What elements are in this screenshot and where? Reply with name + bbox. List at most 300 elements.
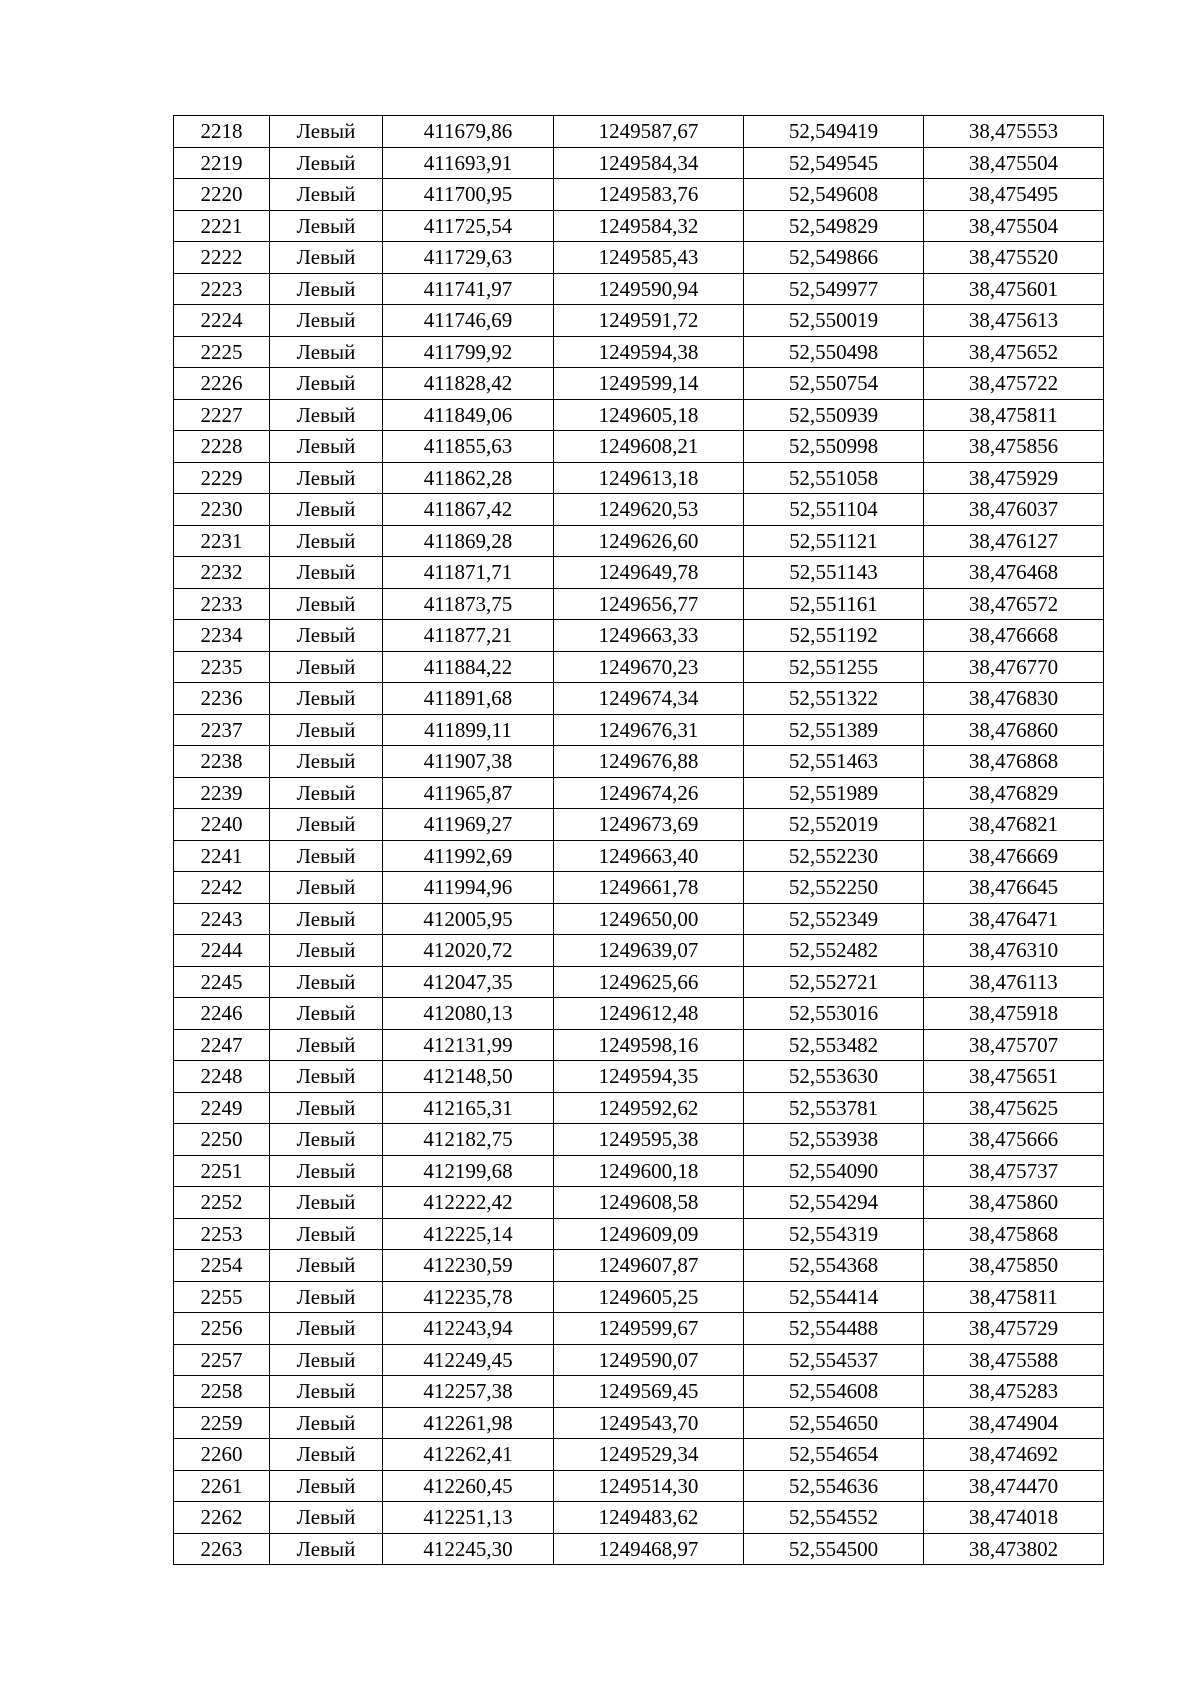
x-coordinate-cell: 411693,91 bbox=[383, 147, 554, 179]
longitude-cell: 38,476669 bbox=[924, 840, 1104, 872]
side-cell: Левый bbox=[270, 872, 383, 904]
point-number-cell: 2251 bbox=[174, 1155, 270, 1187]
side-cell: Левый bbox=[270, 1376, 383, 1408]
x-coordinate-cell: 412262,41 bbox=[383, 1439, 554, 1471]
latitude-cell: 52,551322 bbox=[744, 683, 924, 715]
latitude-cell: 52,550754 bbox=[744, 368, 924, 400]
latitude-cell: 52,553781 bbox=[744, 1092, 924, 1124]
x-coordinate-cell: 411679,86 bbox=[383, 116, 554, 148]
y-coordinate-cell: 1249529,34 bbox=[554, 1439, 744, 1471]
table-row bbox=[174, 1533, 1104, 1565]
latitude-cell: 52,552230 bbox=[744, 840, 924, 872]
side-cell: Левый bbox=[270, 494, 383, 526]
y-coordinate-cell: 1249639,07 bbox=[554, 935, 744, 967]
y-coordinate-cell: 1249590,07 bbox=[554, 1344, 744, 1376]
table-row bbox=[174, 1092, 1104, 1124]
longitude-cell: 38,476860 bbox=[924, 714, 1104, 746]
side-cell: Левый bbox=[270, 179, 383, 211]
table-row bbox=[174, 903, 1104, 935]
longitude-cell: 38,474692 bbox=[924, 1439, 1104, 1471]
point-number-cell: 2260 bbox=[174, 1439, 270, 1471]
y-coordinate-cell: 1249468,97 bbox=[554, 1533, 744, 1565]
latitude-cell: 52,551255 bbox=[744, 651, 924, 683]
table-row bbox=[174, 1344, 1104, 1376]
side-cell: Левый bbox=[270, 1533, 383, 1565]
table-row bbox=[174, 966, 1104, 998]
point-number-cell: 2261 bbox=[174, 1470, 270, 1502]
table-row bbox=[174, 1281, 1104, 1313]
table-row bbox=[174, 1218, 1104, 1250]
longitude-cell: 38,476668 bbox=[924, 620, 1104, 652]
y-coordinate-cell: 1249676,88 bbox=[554, 746, 744, 778]
side-cell: Левый bbox=[270, 1061, 383, 1093]
point-number-cell: 2250 bbox=[174, 1124, 270, 1156]
point-number-cell: 2240 bbox=[174, 809, 270, 841]
x-coordinate-cell: 411867,42 bbox=[383, 494, 554, 526]
point-number-cell: 2259 bbox=[174, 1407, 270, 1439]
y-coordinate-cell: 1249591,72 bbox=[554, 305, 744, 337]
y-coordinate-cell: 1249612,48 bbox=[554, 998, 744, 1030]
y-coordinate-cell: 1249674,34 bbox=[554, 683, 744, 715]
latitude-cell: 52,549977 bbox=[744, 273, 924, 305]
side-cell: Левый bbox=[270, 809, 383, 841]
x-coordinate-cell: 412182,75 bbox=[383, 1124, 554, 1156]
longitude-cell: 38,475929 bbox=[924, 462, 1104, 494]
point-number-cell: 2218 bbox=[174, 116, 270, 148]
table-row bbox=[174, 273, 1104, 305]
x-coordinate-cell: 412222,42 bbox=[383, 1187, 554, 1219]
point-number-cell: 2234 bbox=[174, 620, 270, 652]
x-coordinate-cell: 411729,63 bbox=[383, 242, 554, 274]
point-number-cell: 2227 bbox=[174, 399, 270, 431]
point-number-cell: 2237 bbox=[174, 714, 270, 746]
y-coordinate-cell: 1249605,18 bbox=[554, 399, 744, 431]
y-coordinate-cell: 1249625,66 bbox=[554, 966, 744, 998]
x-coordinate-cell: 411871,71 bbox=[383, 557, 554, 589]
point-number-cell: 2226 bbox=[174, 368, 270, 400]
table-row bbox=[174, 809, 1104, 841]
point-number-cell: 2223 bbox=[174, 273, 270, 305]
x-coordinate-cell: 412199,68 bbox=[383, 1155, 554, 1187]
point-number-cell: 2257 bbox=[174, 1344, 270, 1376]
coordinates-table bbox=[173, 115, 1104, 1565]
table-row bbox=[174, 872, 1104, 904]
side-cell: Левый bbox=[270, 935, 383, 967]
point-number-cell: 2243 bbox=[174, 903, 270, 935]
longitude-cell: 38,476770 bbox=[924, 651, 1104, 683]
longitude-cell: 38,476830 bbox=[924, 683, 1104, 715]
latitude-cell: 52,552019 bbox=[744, 809, 924, 841]
table-row bbox=[174, 557, 1104, 589]
coordinates-table-body bbox=[174, 116, 1104, 1565]
longitude-cell: 38,476868 bbox=[924, 746, 1104, 778]
table-row bbox=[174, 336, 1104, 368]
latitude-cell: 52,550019 bbox=[744, 305, 924, 337]
x-coordinate-cell: 412165,31 bbox=[383, 1092, 554, 1124]
table-row bbox=[174, 1124, 1104, 1156]
point-number-cell: 2239 bbox=[174, 777, 270, 809]
longitude-cell: 38,476113 bbox=[924, 966, 1104, 998]
x-coordinate-cell: 411869,28 bbox=[383, 525, 554, 557]
longitude-cell: 38,475666 bbox=[924, 1124, 1104, 1156]
side-cell: Левый bbox=[270, 431, 383, 463]
point-number-cell: 2231 bbox=[174, 525, 270, 557]
point-number-cell: 2230 bbox=[174, 494, 270, 526]
side-cell: Левый bbox=[270, 147, 383, 179]
side-cell: Левый bbox=[270, 651, 383, 683]
x-coordinate-cell: 412005,95 bbox=[383, 903, 554, 935]
x-coordinate-cell: 411877,21 bbox=[383, 620, 554, 652]
latitude-cell: 52,549608 bbox=[744, 179, 924, 211]
x-coordinate-cell: 411994,96 bbox=[383, 872, 554, 904]
y-coordinate-cell: 1249663,40 bbox=[554, 840, 744, 872]
latitude-cell: 52,552482 bbox=[744, 935, 924, 967]
point-number-cell: 2262 bbox=[174, 1502, 270, 1534]
latitude-cell: 52,549829 bbox=[744, 210, 924, 242]
y-coordinate-cell: 1249608,58 bbox=[554, 1187, 744, 1219]
side-cell: Левый bbox=[270, 1029, 383, 1061]
latitude-cell: 52,554090 bbox=[744, 1155, 924, 1187]
longitude-cell: 38,476310 bbox=[924, 935, 1104, 967]
longitude-cell: 38,475613 bbox=[924, 305, 1104, 337]
table-row bbox=[174, 1376, 1104, 1408]
point-number-cell: 2225 bbox=[174, 336, 270, 368]
y-coordinate-cell: 1249673,69 bbox=[554, 809, 744, 841]
side-cell: Левый bbox=[270, 1124, 383, 1156]
point-number-cell: 2224 bbox=[174, 305, 270, 337]
table-row bbox=[174, 683, 1104, 715]
side-cell: Левый bbox=[270, 1344, 383, 1376]
longitude-cell: 38,475652 bbox=[924, 336, 1104, 368]
side-cell: Левый bbox=[270, 462, 383, 494]
table-row bbox=[174, 305, 1104, 337]
latitude-cell: 52,549866 bbox=[744, 242, 924, 274]
longitude-cell: 38,475520 bbox=[924, 242, 1104, 274]
table-row bbox=[174, 746, 1104, 778]
table-row bbox=[174, 777, 1104, 809]
latitude-cell: 52,553630 bbox=[744, 1061, 924, 1093]
y-coordinate-cell: 1249594,35 bbox=[554, 1061, 744, 1093]
point-number-cell: 2252 bbox=[174, 1187, 270, 1219]
y-coordinate-cell: 1249613,18 bbox=[554, 462, 744, 494]
x-coordinate-cell: 412225,14 bbox=[383, 1218, 554, 1250]
point-number-cell: 2222 bbox=[174, 242, 270, 274]
point-number-cell: 2220 bbox=[174, 179, 270, 211]
y-coordinate-cell: 1249514,30 bbox=[554, 1470, 744, 1502]
side-cell: Левый bbox=[270, 336, 383, 368]
longitude-cell: 38,476645 bbox=[924, 872, 1104, 904]
y-coordinate-cell: 1249587,67 bbox=[554, 116, 744, 148]
point-number-cell: 2255 bbox=[174, 1281, 270, 1313]
x-coordinate-cell: 412235,78 bbox=[383, 1281, 554, 1313]
side-cell: Левый bbox=[270, 1313, 383, 1345]
side-cell: Левый bbox=[270, 1502, 383, 1534]
x-coordinate-cell: 411969,27 bbox=[383, 809, 554, 841]
latitude-cell: 52,551121 bbox=[744, 525, 924, 557]
point-number-cell: 2236 bbox=[174, 683, 270, 715]
table-row bbox=[174, 588, 1104, 620]
table-row bbox=[174, 714, 1104, 746]
latitude-cell: 52,554500 bbox=[744, 1533, 924, 1565]
point-number-cell: 2253 bbox=[174, 1218, 270, 1250]
point-number-cell: 2245 bbox=[174, 966, 270, 998]
table-row bbox=[174, 935, 1104, 967]
x-coordinate-cell: 411741,97 bbox=[383, 273, 554, 305]
longitude-cell: 38,474904 bbox=[924, 1407, 1104, 1439]
table-row bbox=[174, 1313, 1104, 1345]
point-number-cell: 2263 bbox=[174, 1533, 270, 1565]
side-cell: Левый bbox=[270, 273, 383, 305]
y-coordinate-cell: 1249661,78 bbox=[554, 872, 744, 904]
longitude-cell: 38,476468 bbox=[924, 557, 1104, 589]
y-coordinate-cell: 1249609,09 bbox=[554, 1218, 744, 1250]
point-number-cell: 2249 bbox=[174, 1092, 270, 1124]
x-coordinate-cell: 411992,69 bbox=[383, 840, 554, 872]
latitude-cell: 52,552250 bbox=[744, 872, 924, 904]
side-cell: Левый bbox=[270, 903, 383, 935]
x-coordinate-cell: 411907,38 bbox=[383, 746, 554, 778]
longitude-cell: 38,476471 bbox=[924, 903, 1104, 935]
longitude-cell: 38,475811 bbox=[924, 1281, 1104, 1313]
latitude-cell: 52,554488 bbox=[744, 1313, 924, 1345]
point-number-cell: 2258 bbox=[174, 1376, 270, 1408]
y-coordinate-cell: 1249663,33 bbox=[554, 620, 744, 652]
x-coordinate-cell: 411725,54 bbox=[383, 210, 554, 242]
longitude-cell: 38,475625 bbox=[924, 1092, 1104, 1124]
x-coordinate-cell: 411884,22 bbox=[383, 651, 554, 683]
point-number-cell: 2235 bbox=[174, 651, 270, 683]
y-coordinate-cell: 1249605,25 bbox=[554, 1281, 744, 1313]
point-number-cell: 2256 bbox=[174, 1313, 270, 1345]
longitude-cell: 38,475651 bbox=[924, 1061, 1104, 1093]
latitude-cell: 52,551389 bbox=[744, 714, 924, 746]
side-cell: Левый bbox=[270, 116, 383, 148]
x-coordinate-cell: 412080,13 bbox=[383, 998, 554, 1030]
longitude-cell: 38,474470 bbox=[924, 1470, 1104, 1502]
y-coordinate-cell: 1249626,60 bbox=[554, 525, 744, 557]
table-row bbox=[174, 242, 1104, 274]
longitude-cell: 38,475868 bbox=[924, 1218, 1104, 1250]
table-row bbox=[174, 620, 1104, 652]
side-cell: Левый bbox=[270, 242, 383, 274]
latitude-cell: 52,553482 bbox=[744, 1029, 924, 1061]
latitude-cell: 52,554650 bbox=[744, 1407, 924, 1439]
y-coordinate-cell: 1249656,77 bbox=[554, 588, 744, 620]
y-coordinate-cell: 1249599,67 bbox=[554, 1313, 744, 1345]
point-number-cell: 2254 bbox=[174, 1250, 270, 1282]
y-coordinate-cell: 1249592,62 bbox=[554, 1092, 744, 1124]
side-cell: Левый bbox=[270, 1155, 383, 1187]
longitude-cell: 38,475707 bbox=[924, 1029, 1104, 1061]
longitude-cell: 38,476127 bbox=[924, 525, 1104, 557]
longitude-cell: 38,475856 bbox=[924, 431, 1104, 463]
x-coordinate-cell: 411965,87 bbox=[383, 777, 554, 809]
longitude-cell: 38,475737 bbox=[924, 1155, 1104, 1187]
longitude-cell: 38,476572 bbox=[924, 588, 1104, 620]
x-coordinate-cell: 411873,75 bbox=[383, 588, 554, 620]
latitude-cell: 52,550939 bbox=[744, 399, 924, 431]
latitude-cell: 52,552721 bbox=[744, 966, 924, 998]
table-row bbox=[174, 651, 1104, 683]
table-row bbox=[174, 525, 1104, 557]
latitude-cell: 52,550498 bbox=[744, 336, 924, 368]
latitude-cell: 52,554319 bbox=[744, 1218, 924, 1250]
side-cell: Левый bbox=[270, 683, 383, 715]
y-coordinate-cell: 1249676,31 bbox=[554, 714, 744, 746]
y-coordinate-cell: 1249600,18 bbox=[554, 1155, 744, 1187]
y-coordinate-cell: 1249584,32 bbox=[554, 210, 744, 242]
side-cell: Левый bbox=[270, 525, 383, 557]
latitude-cell: 52,551058 bbox=[744, 462, 924, 494]
table-row bbox=[174, 147, 1104, 179]
y-coordinate-cell: 1249543,70 bbox=[554, 1407, 744, 1439]
table-row bbox=[174, 1155, 1104, 1187]
longitude-cell: 38,473802 bbox=[924, 1533, 1104, 1565]
point-number-cell: 2247 bbox=[174, 1029, 270, 1061]
y-coordinate-cell: 1249670,23 bbox=[554, 651, 744, 683]
side-cell: Левый bbox=[270, 399, 383, 431]
longitude-cell: 38,475811 bbox=[924, 399, 1104, 431]
x-coordinate-cell: 412261,98 bbox=[383, 1407, 554, 1439]
table-row bbox=[174, 1502, 1104, 1534]
x-coordinate-cell: 412249,45 bbox=[383, 1344, 554, 1376]
latitude-cell: 52,554552 bbox=[744, 1502, 924, 1534]
y-coordinate-cell: 1249584,34 bbox=[554, 147, 744, 179]
x-coordinate-cell: 412131,99 bbox=[383, 1029, 554, 1061]
longitude-cell: 38,475283 bbox=[924, 1376, 1104, 1408]
latitude-cell: 52,551161 bbox=[744, 588, 924, 620]
table-row bbox=[174, 1407, 1104, 1439]
point-number-cell: 2221 bbox=[174, 210, 270, 242]
y-coordinate-cell: 1249674,26 bbox=[554, 777, 744, 809]
table-row bbox=[174, 998, 1104, 1030]
longitude-cell: 38,475850 bbox=[924, 1250, 1104, 1282]
table-row bbox=[174, 1061, 1104, 1093]
point-number-cell: 2219 bbox=[174, 147, 270, 179]
side-cell: Левый bbox=[270, 1470, 383, 1502]
side-cell: Левый bbox=[270, 1218, 383, 1250]
longitude-cell: 38,476829 bbox=[924, 777, 1104, 809]
point-number-cell: 2232 bbox=[174, 557, 270, 589]
y-coordinate-cell: 1249590,94 bbox=[554, 273, 744, 305]
side-cell: Левый bbox=[270, 368, 383, 400]
side-cell: Левый bbox=[270, 966, 383, 998]
x-coordinate-cell: 412230,59 bbox=[383, 1250, 554, 1282]
y-coordinate-cell: 1249595,38 bbox=[554, 1124, 744, 1156]
y-coordinate-cell: 1249583,76 bbox=[554, 179, 744, 211]
y-coordinate-cell: 1249594,38 bbox=[554, 336, 744, 368]
side-cell: Левый bbox=[270, 305, 383, 337]
latitude-cell: 52,551104 bbox=[744, 494, 924, 526]
side-cell: Левый bbox=[270, 840, 383, 872]
side-cell: Левый bbox=[270, 1439, 383, 1471]
y-coordinate-cell: 1249599,14 bbox=[554, 368, 744, 400]
y-coordinate-cell: 1249620,53 bbox=[554, 494, 744, 526]
longitude-cell: 38,475860 bbox=[924, 1187, 1104, 1219]
longitude-cell: 38,475553 bbox=[924, 116, 1104, 148]
table-row bbox=[174, 431, 1104, 463]
y-coordinate-cell: 1249650,00 bbox=[554, 903, 744, 935]
x-coordinate-cell: 412148,50 bbox=[383, 1061, 554, 1093]
latitude-cell: 52,553938 bbox=[744, 1124, 924, 1156]
longitude-cell: 38,475504 bbox=[924, 147, 1104, 179]
side-cell: Левый bbox=[270, 588, 383, 620]
x-coordinate-cell: 412020,72 bbox=[383, 935, 554, 967]
x-coordinate-cell: 412047,35 bbox=[383, 966, 554, 998]
longitude-cell: 38,475918 bbox=[924, 998, 1104, 1030]
table-row bbox=[174, 1250, 1104, 1282]
x-coordinate-cell: 412243,94 bbox=[383, 1313, 554, 1345]
latitude-cell: 52,554654 bbox=[744, 1439, 924, 1471]
point-number-cell: 2238 bbox=[174, 746, 270, 778]
table-row bbox=[174, 1439, 1104, 1471]
y-coordinate-cell: 1249608,21 bbox=[554, 431, 744, 463]
y-coordinate-cell: 1249483,62 bbox=[554, 1502, 744, 1534]
x-coordinate-cell: 411746,69 bbox=[383, 305, 554, 337]
latitude-cell: 52,549419 bbox=[744, 116, 924, 148]
table-row bbox=[174, 1029, 1104, 1061]
side-cell: Левый bbox=[270, 557, 383, 589]
x-coordinate-cell: 412251,13 bbox=[383, 1502, 554, 1534]
latitude-cell: 52,554537 bbox=[744, 1344, 924, 1376]
longitude-cell: 38,475504 bbox=[924, 210, 1104, 242]
y-coordinate-cell: 1249607,87 bbox=[554, 1250, 744, 1282]
point-number-cell: 2244 bbox=[174, 935, 270, 967]
table-row bbox=[174, 1470, 1104, 1502]
y-coordinate-cell: 1249585,43 bbox=[554, 242, 744, 274]
x-coordinate-cell: 411700,95 bbox=[383, 179, 554, 211]
side-cell: Левый bbox=[270, 1281, 383, 1313]
latitude-cell: 52,553016 bbox=[744, 998, 924, 1030]
point-number-cell: 2248 bbox=[174, 1061, 270, 1093]
latitude-cell: 52,551989 bbox=[744, 777, 924, 809]
latitude-cell: 52,551463 bbox=[744, 746, 924, 778]
point-number-cell: 2242 bbox=[174, 872, 270, 904]
side-cell: Левый bbox=[270, 1407, 383, 1439]
latitude-cell: 52,551143 bbox=[744, 557, 924, 589]
table-row bbox=[174, 179, 1104, 211]
latitude-cell: 52,554294 bbox=[744, 1187, 924, 1219]
y-coordinate-cell: 1249569,45 bbox=[554, 1376, 744, 1408]
side-cell: Левый bbox=[270, 777, 383, 809]
side-cell: Левый bbox=[270, 998, 383, 1030]
latitude-cell: 52,554608 bbox=[744, 1376, 924, 1408]
side-cell: Левый bbox=[270, 620, 383, 652]
side-cell: Левый bbox=[270, 746, 383, 778]
point-number-cell: 2233 bbox=[174, 588, 270, 620]
point-number-cell: 2229 bbox=[174, 462, 270, 494]
longitude-cell: 38,475722 bbox=[924, 368, 1104, 400]
point-number-cell: 2246 bbox=[174, 998, 270, 1030]
table-row bbox=[174, 1187, 1104, 1219]
side-cell: Левый bbox=[270, 210, 383, 242]
side-cell: Левый bbox=[270, 1092, 383, 1124]
longitude-cell: 38,475495 bbox=[924, 179, 1104, 211]
x-coordinate-cell: 411891,68 bbox=[383, 683, 554, 715]
x-coordinate-cell: 411799,92 bbox=[383, 336, 554, 368]
point-number-cell: 2241 bbox=[174, 840, 270, 872]
longitude-cell: 38,475601 bbox=[924, 273, 1104, 305]
longitude-cell: 38,475729 bbox=[924, 1313, 1104, 1345]
y-coordinate-cell: 1249598,16 bbox=[554, 1029, 744, 1061]
side-cell: Левый bbox=[270, 1187, 383, 1219]
longitude-cell: 38,476037 bbox=[924, 494, 1104, 526]
table-row bbox=[174, 494, 1104, 526]
latitude-cell: 52,554414 bbox=[744, 1281, 924, 1313]
x-coordinate-cell: 411855,63 bbox=[383, 431, 554, 463]
side-cell: Левый bbox=[270, 714, 383, 746]
latitude-cell: 52,549545 bbox=[744, 147, 924, 179]
